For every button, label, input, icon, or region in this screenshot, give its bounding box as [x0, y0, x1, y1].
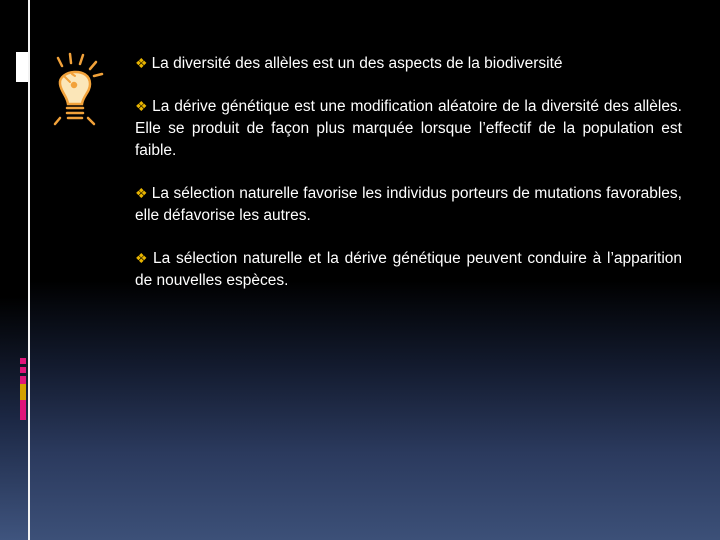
bullet-item [135, 247, 682, 292]
bullet-text: La diversité des allèles est un des aspects de la biodiversité [151, 55, 563, 72]
diamond-bullet-icon: ❖ [135, 98, 149, 114]
diamond-bullet-icon: ❖ [135, 55, 148, 71]
bullet-item [135, 52, 682, 75]
accent-block-pink [20, 376, 26, 384]
title-marker-bar [16, 52, 28, 82]
accent-blocks [20, 358, 26, 420]
bullet-text: La dérive génétique est une modification aléatoire de la diversité des allèles. Elle se produit de façon plus marquée lorsque l’effectif de la population est faible. [135, 98, 682, 159]
left-strip [0, 0, 28, 540]
bullet-list [135, 52, 682, 312]
lightbulb-icon [50, 52, 106, 130]
diamond-bullet-icon: ❖ [135, 250, 150, 266]
bullet-text: La sélection naturelle et la dérive génétique peuvent conduire à l’apparition de nouvelles espèces. [135, 250, 682, 289]
accent-block-pink [20, 400, 26, 420]
bullet-text: La sélection naturelle favorise les individus porteurs de mutations favorables, elle défavorise les autres. [135, 185, 682, 224]
bullet-item [135, 95, 682, 162]
diamond-bullet-icon: ❖ [135, 185, 148, 201]
bullet-item [135, 182, 682, 227]
accent-block-gold [20, 384, 26, 400]
